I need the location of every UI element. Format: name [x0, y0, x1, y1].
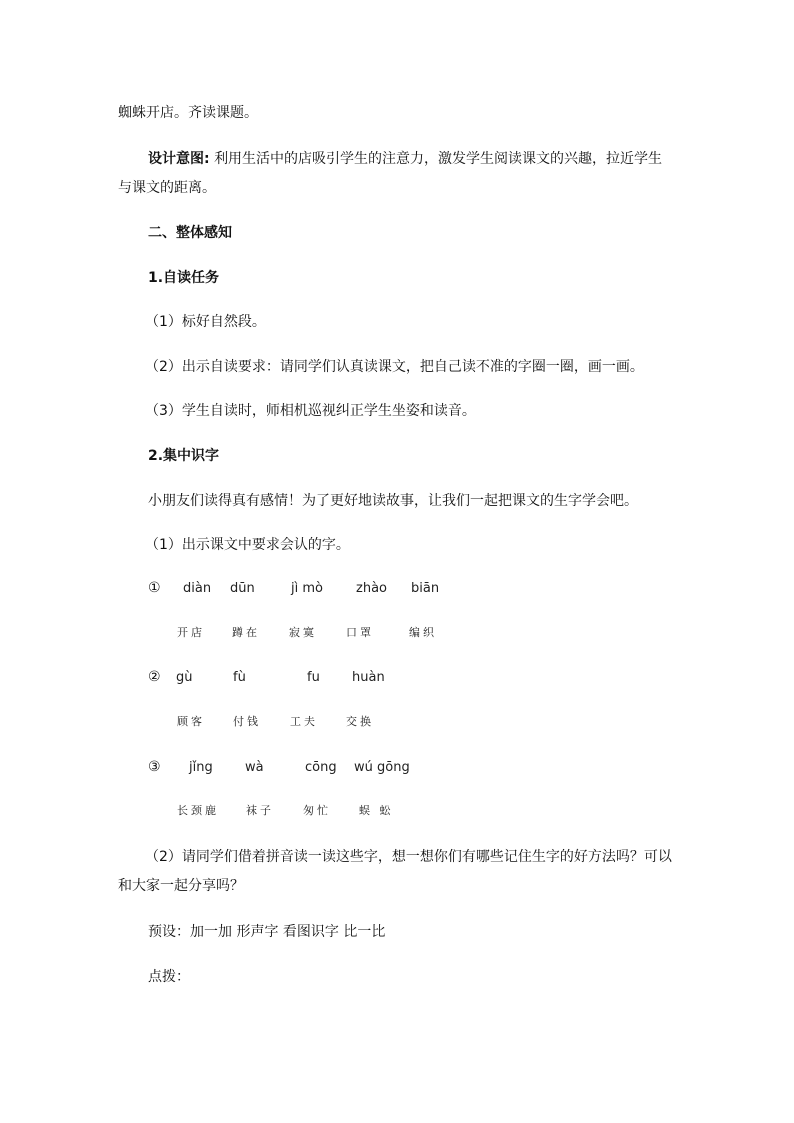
pinyin: cōng	[305, 760, 337, 775]
text-line: （3）学生自读时，师相机巡视纠正学生坐姿和读音。	[145, 403, 476, 419]
text-line: （1）标好自然段。	[145, 314, 266, 330]
pinyin: huàn	[352, 670, 385, 685]
vocab-word: 匆忙	[303, 804, 331, 817]
group-marker: ①	[148, 580, 161, 596]
section-heading: 二、整体感知	[148, 225, 232, 241]
group-marker: ②	[148, 669, 161, 685]
vocab-word: 寂寞	[289, 626, 317, 639]
text-line: 蜘蛛开店。齐读课题。	[118, 105, 258, 121]
pinyin: jǐng	[189, 760, 213, 775]
vocab-word: 蜈 蚣	[359, 804, 394, 817]
text-line: 预设：加一加 形声字 看图识字 比一比	[148, 924, 386, 940]
pinyin: wà	[245, 760, 264, 775]
text-line: 与课文的距离。	[118, 180, 216, 196]
pinyin: diàn	[183, 581, 212, 596]
vocab-word: 袜子	[246, 804, 274, 817]
pinyin: fù	[233, 670, 246, 685]
text-line: （2）出示自读要求：请同学们认真读课文，把自己读不准的字圈一圈，画一画。	[145, 359, 644, 375]
design-intent-label: 设计意图:	[148, 151, 210, 167]
vocab-word: 顾客	[177, 715, 205, 728]
text-line: （1）出示课文中要求会认的字。	[145, 537, 350, 553]
text-line: （2）请同学们借着拼音读一读这些字，想一想你们有哪些记住生字的好方法吗？可以	[145, 849, 672, 865]
vocab-word: 交换	[346, 715, 374, 728]
pinyin: dūn	[230, 581, 255, 596]
subsection-heading: 1.自读任务	[148, 270, 220, 286]
vocab-word: 开店	[177, 626, 205, 639]
vocab-word: 编织	[409, 626, 437, 639]
vocab-word: 工夫	[290, 715, 318, 728]
pinyin: fu	[307, 670, 320, 685]
design-intent	[148, 150, 662, 168]
vocab-word: 长颈鹿	[177, 804, 219, 817]
pinyin: zhào	[356, 581, 387, 596]
design-intent-text: 利用生活中的店吸引学生的注意力，激发学生阅读课文的兴趣，拉近学生	[214, 151, 663, 167]
vocab-word: 付钱	[233, 715, 261, 728]
pinyin: gù	[176, 670, 193, 685]
vocab-word: 口罩	[346, 626, 374, 639]
vocab-word: 蹲在	[232, 626, 260, 639]
text-line: 点拨：	[148, 969, 190, 985]
text-line: 小朋友们读得真有感情！为了更好地读故事，让我们一起把课文的生字学会吧。	[148, 493, 638, 509]
pinyin: wú gōng	[354, 760, 410, 775]
text-line: 和大家一起分享吗？	[118, 878, 244, 894]
pinyin: biān	[411, 581, 440, 596]
pinyin: jì mò	[291, 581, 323, 596]
subsection-heading: 2.集中识字	[148, 448, 220, 464]
group-marker: ③	[148, 759, 161, 775]
